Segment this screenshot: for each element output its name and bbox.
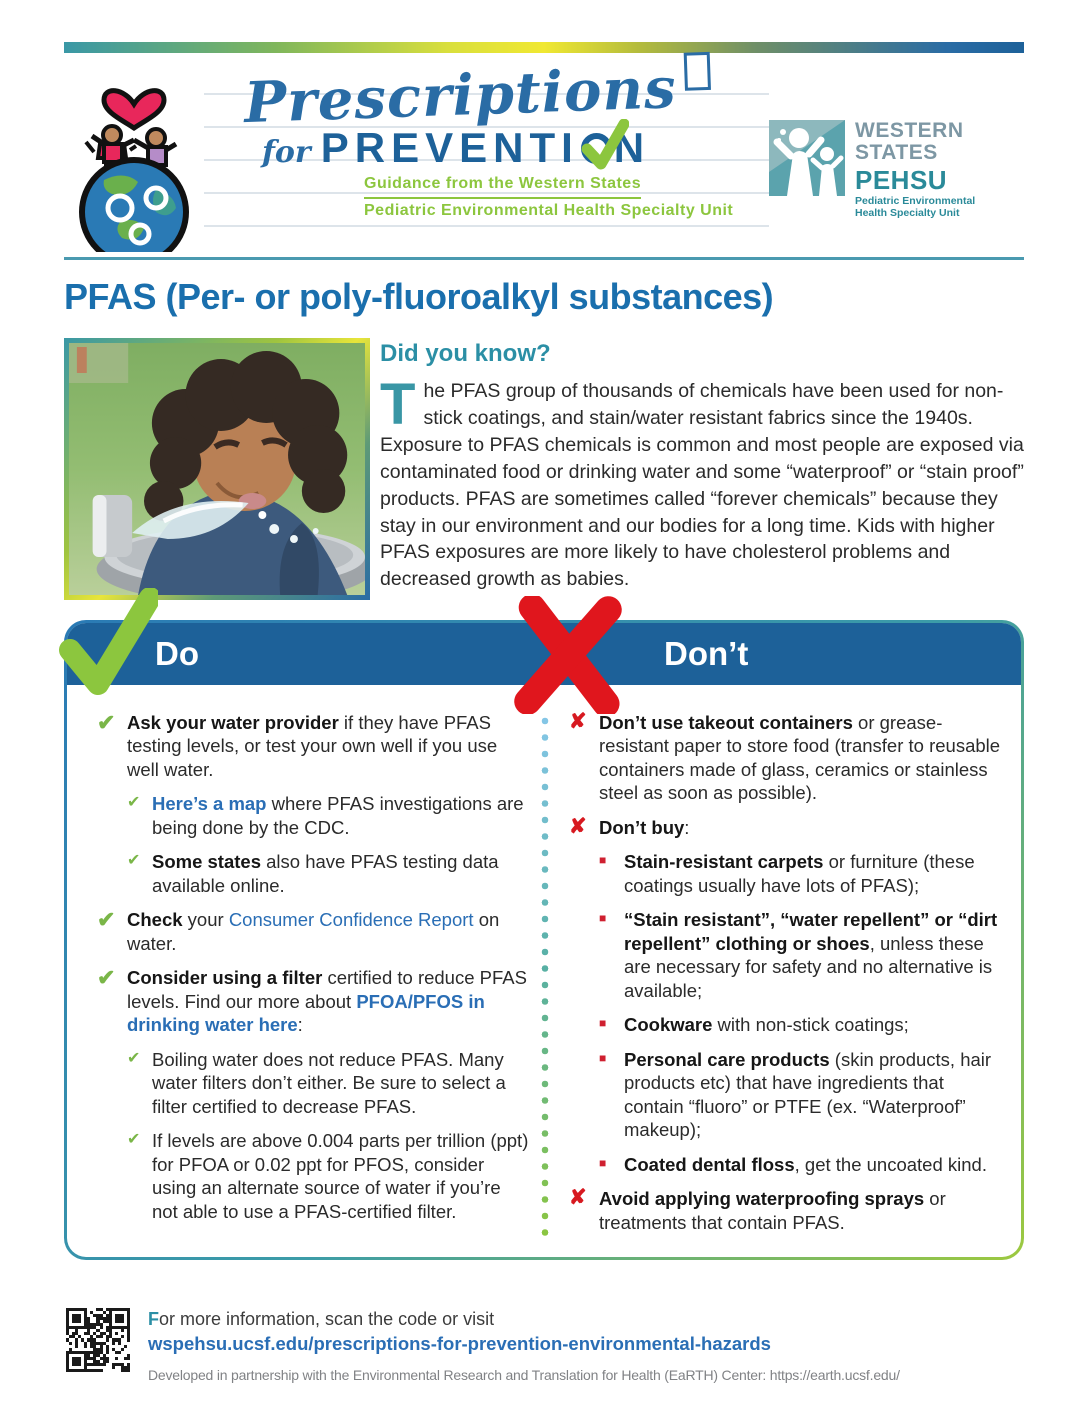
did-you-know-heading: Did you know? [380,340,551,367]
red-x-bullet-icon: ✘ [569,814,587,838]
big-red-x-icon [512,596,624,714]
do-item: ✔ Some states also have PFAS testing data available online. [127,851,499,896]
do-title: Do [155,635,199,672]
green-check-bullet-icon: ✔ [97,907,116,933]
header [64,55,1024,252]
footer [64,1306,1024,1383]
pehsu-region-text: WESTERN STATES [855,119,964,165]
prevention-o-ring [581,133,612,164]
green-check-icon [579,119,629,171]
dropcap: T [380,372,416,437]
do-item: ✔ If levels are above 0.004 parts per trillion (ppt) for PFOA or 0.02 ppt for PFOS, consider using an alternate source of water if you’re not able to use a PFAS-certified filter. [127,1130,529,1222]
logo-tagline: Guidance from the Western States Pediatric Environmental Health Specialty Unit [364,172,769,224]
red-square-bullet-icon: ■ [599,911,607,926]
top-gradient-bar [64,42,1024,53]
pehsu-acronym: PEHSU [855,165,948,196]
intro-section [64,338,1024,600]
do-column [85,711,537,1257]
do-item: ✔ Here’s a map where PFAS investigations are being done by the CDC. [127,793,524,838]
red-square-bullet-icon: ■ [599,1155,607,1170]
dont-item: ✘ Don’t use takeout containers or grease-resistant paper to store food (transfer to reusable containers made of glass, ceramics or stainless steel as soon as possible). [569,710,1001,804]
green-check-bullet-icon: ✔ [127,852,141,870]
do-dont-card [64,620,1024,1260]
logo-prevention-line: for PREVENTI N [262,124,769,172]
logo-for-text: for [262,135,311,170]
red-x-bullet-icon: ✘ [569,1186,587,1210]
green-check-bullet-icon: ✔ [127,1131,141,1149]
red-square-bullet-icon: ■ [599,853,607,868]
pehsu-logo [769,120,1024,252]
footer-link[interactable]: wspehsu.ucsf.edu/prescriptions-for-prevention-environmental-hazards [148,1333,771,1354]
dont-column [553,711,1003,1257]
footer-note: Developed in partnership with the Environmental Research and Translation for Health (EaRTH) Center: https://earth.ucsf.edu/ [148,1367,900,1383]
do-item: ✔ Ask your water provider if they have PFAS testing levels, or test your own well if you use well water. [97,710,498,780]
prescriptions-logo [204,55,769,252]
photo-frame [64,338,370,600]
inline-link[interactable]: Consumer Confidence Report [228,909,474,931]
dont-item: ■ Cookware with non-stick coatings; [599,1014,909,1036]
do-item: ✔ Boiling water does not reduce PFAS. Many water filters don’t either. Be sure to select a filter certified to decrease PFAS. [127,1048,506,1117]
kids-on-globe-illustration [64,62,204,252]
do-item: ✔ Check your Consumer Confidence Report on water. [97,907,500,954]
checkbox-glyph [683,52,710,91]
dont-item: ✘ Don’t buy: [569,816,1003,839]
footer-info-line: For more information, scan the code or visit [148,1309,495,1329]
red-square-bullet-icon: ■ [599,1050,607,1065]
green-check-bullet-icon: ✔ [127,794,141,812]
inline-link[interactable]: Here’s a map [152,793,267,815]
dont-title: Don’t [664,635,749,672]
dont-item: ■ Stain-resistant carpets or furniture (these coatings usually have lots of PFAS); [599,851,975,896]
green-check-bullet-icon: ✔ [97,710,116,735]
pehsu-figures-icon [769,120,845,196]
dont-item: ■ “Stain resistant”, “water repellent” or “dirt repellent” clothing or shoes, unless these are necessary for safety and no alternative is available; [599,909,998,1001]
do-item: ✔ Consider using a filter certified to reduce PFAS levels. Find our more about PFOA/PFOS in drinking water here: [97,965,527,1036]
red-x-bullet-icon: ✘ [569,710,587,733]
intro-paragraph: The PFAS group of thousands of chemicals have been used for non-stick coatings, and stain/water resistant fabrics since the 1940s. Exposure to PFAS chemicals is common and most people are exposed via contaminated food or drinking water and some “waterproof” or “stain proof” products. PFAS are sometimes called “forever chemicals” because they stay in our environment and our bodies for a long time. Kids with higher PFAS exposures are more likely to have cholesterol problems and decreased growth as babies. [380,372,1024,591]
pehsu-subtitle: Pediatric Environmental Health Specialty Unit [855,195,976,220]
page-title: PFAS (Per- or poly-fluoroalkyl substances) [64,276,774,317]
dotted-divider [541,713,549,1241]
header-divider [64,257,1024,260]
dont-item: ✘ Avoid applying waterproofing sprays or treatments that contain PFAS. [569,1186,946,1233]
photo-child-drinking-fountain [69,343,365,595]
inline-link[interactable]: PFOA/PFOS in drinking water here [127,990,485,1036]
logo-script-text: Prescriptions [243,57,770,131]
dont-item: ■ Personal care products (skin products, hair products etc) that have ingredients that contain “fluoro” or PTFE (ex. “Waterproof” makeup); [599,1048,992,1141]
green-check-bullet-icon: ✔ [127,1049,141,1067]
dont-item: ■ Coated dental floss, get the uncoated kind. [599,1153,987,1175]
red-square-bullet-icon: ■ [599,1016,607,1031]
qr-code [64,1306,132,1374]
green-check-bullet-icon: ✔ [97,965,116,991]
big-green-check-icon [58,588,158,698]
